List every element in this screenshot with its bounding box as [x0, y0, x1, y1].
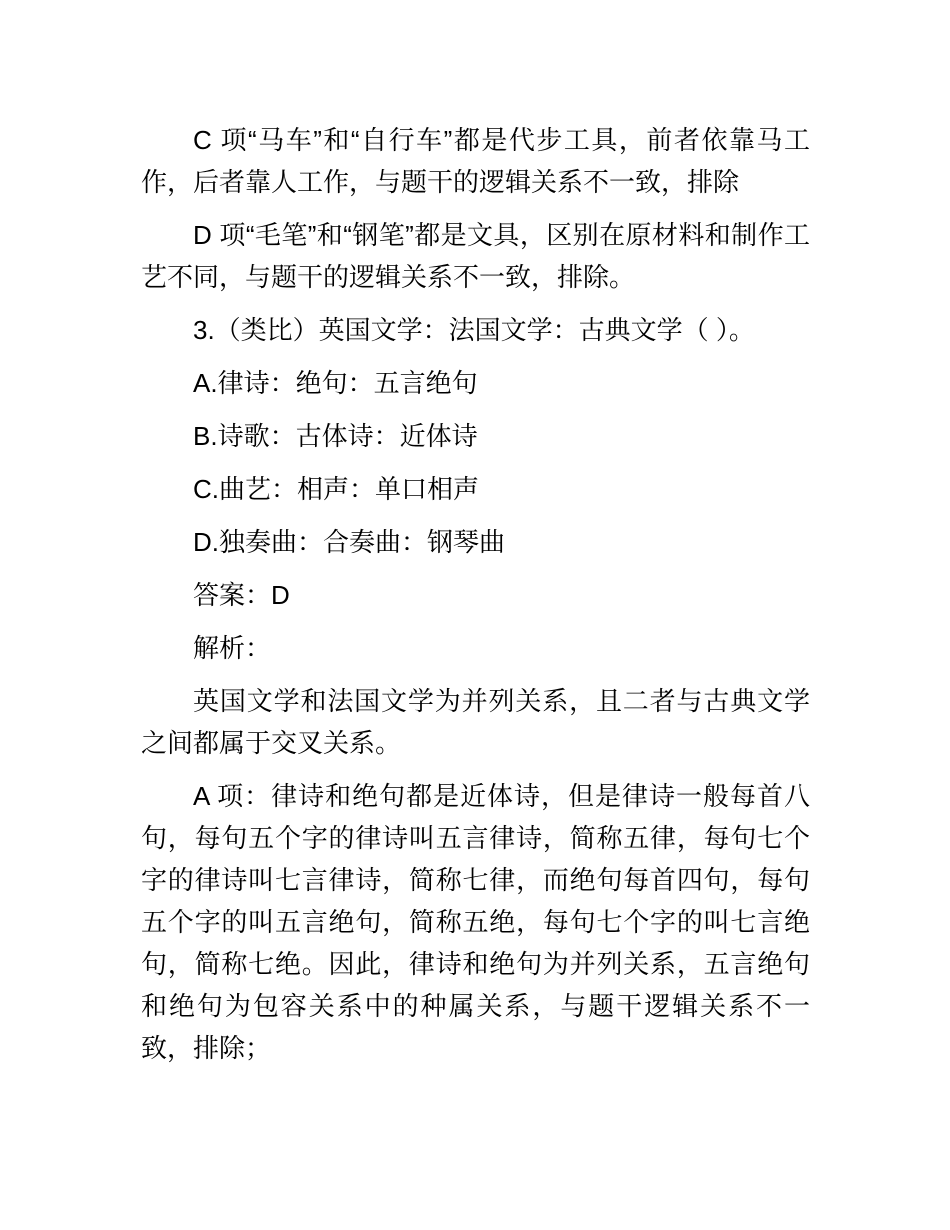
paragraph-prev-option-d-analysis: D 项“毛笔”和“钢笔”都是文具，区别在原材料和制作工艺不同，与题干的逻辑关系不一致，排除。	[141, 220, 810, 292]
answer-line: 答案：D	[193, 580, 290, 610]
document-body	[141, 119, 810, 1069]
question-3-stem: 3.（类比）英国文学：法国文学：古典文学（ ）。	[193, 315, 755, 345]
analysis-paragraph-1: 英国文学和法国文学为并列关系，且二者与古典文学之间都属于交叉关系。	[141, 686, 810, 758]
question-3-option-c: C.曲艺：相声：单口相声	[193, 474, 480, 504]
analysis-label: 解析：	[193, 633, 272, 663]
question-3-option-d: D.独奏曲：合奏曲：钢琴曲	[193, 527, 506, 557]
question-3-option-a: A.律诗：绝句：五言绝句	[193, 368, 478, 398]
question-3-option-b: B.诗歌：古体诗：近体诗	[193, 421, 478, 451]
paragraph-prev-option-c-analysis: C 项“马车”和“自行车”都是代步工具，前者依靠马工作，后者靠人工作，与题干的逻辑关系不一致，排除	[141, 125, 810, 197]
analysis-paragraph-2-option-a: A 项：律诗和绝句都是近体诗，但是律诗一般每首八句，每句五个字的律诗叫五言律诗，简称五律，每句七个字的律诗叫七言律诗，简称七律，而绝句每首四句，每句五个字的叫五言绝句，简称五绝，每句七个字的叫七言绝句，简称七绝。因此，律诗和绝句为并列关系，五言绝句和绝句为包容关系中的种属关系，与题干逻辑关系不一致，排除；	[141, 781, 810, 1063]
